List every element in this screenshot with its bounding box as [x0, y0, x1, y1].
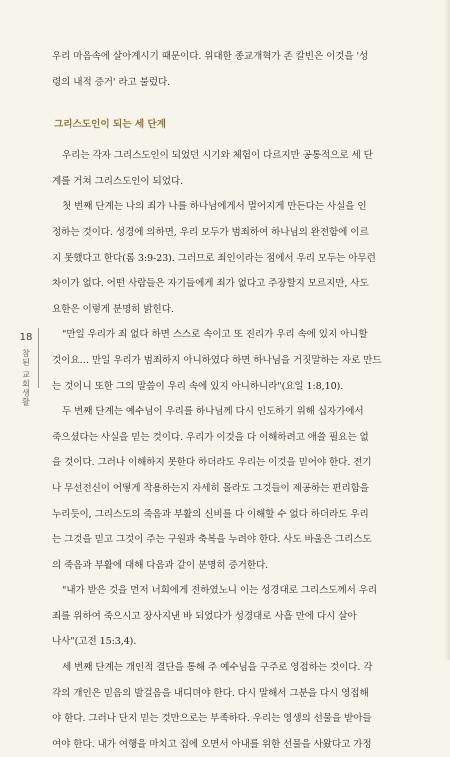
text-line: 우리 마음속에 살아계시기 때문이다. 위대한 종교개혁가 존 칼빈은 이것을 '성 — [52, 51, 369, 62]
text-line: "만일 우리가 죄 없다 하면 스스로 속이고 또 진리가 우리 속에 있지 아니할 — [62, 329, 368, 341]
text-line: 는 그것을 믿고 그것이 주는 구원과 축복을 누려야 한다. 사도 바울은 그리스도 — [52, 534, 372, 546]
paragraph-3-quote — [52, 322, 418, 399]
text-line: 것이요… 만일 우리가 범죄하지 아니하였다 하면 하나님을 거짓말하는 자로 만드 — [52, 354, 382, 366]
paragraph-2 — [52, 194, 418, 322]
text-line: 는 것이니 또한 그의 말씀이 우리 속에 있지 아니하니라"(요일 1:8,10). — [52, 380, 344, 392]
text-line: 나 무선전신이 어떻게 작용하는지 자세히 몰라도 그것들이 제공하는 편리함을 — [52, 482, 369, 494]
text-line: 나사"(고전 15:3,4). — [52, 636, 137, 648]
text-line: 계를 거쳐 그리스도인이 되었다. — [52, 175, 183, 187]
running-head: 참된 교회생활 — [21, 349, 31, 407]
page-number: 18 — [19, 332, 33, 343]
text-line: 차이가 없다. 어떤 사람들은 자기들에게 죄가 없다고 주장할지 모르지만, 사도 — [52, 278, 369, 290]
text-line: 을 것이다. 그러나 이해하지 못한다 하더라도 우리는 이것을 믿어야 한다. 전기 — [52, 457, 372, 469]
text-line: 야 한다. 그러나 단지 믿는 것만으로는 부족하다. 우리는 영생의 선물을 받아들 — [52, 713, 372, 725]
text-line: "내가 받은 것을 먼저 너희에게 전하였노니 이는 성경대로 그리스도께서 우리 — [62, 585, 378, 597]
paragraph-1 — [52, 143, 418, 194]
section-heading: 그리스도인이 되는 세 단계 — [54, 119, 166, 131]
margin-divider — [38, 328, 39, 388]
text-line: 지 못했다고 한다(롬 3:9-23). 그러므로 죄인이라는 점에서 우리 모두는 아무런 — [52, 252, 376, 264]
text-line: 첫 번째 단계는 나의 죄가 나를 하나님에게서 멀어지게 만든다는 사실을 인 — [62, 201, 367, 213]
text-line: 령의 내적 증거' 라고 불렀다. — [52, 76, 171, 88]
intro-paragraph — [52, 44, 418, 95]
text-line: 죽으셨다는 사실을 믿는 것이다. 우리가 이것을 다 이해하려고 애쓸 필요는 없 — [52, 431, 369, 443]
paragraph-4 — [52, 399, 418, 578]
text-line: 우리는 각자 그리스도인이 되었던 시기와 체험이 다르지만 공통적으로 세 단 — [62, 150, 373, 162]
text-line: 두 번째 단계는 예수님이 우리를 하나님께 다시 인도하기 위해 십자가에서 — [62, 406, 364, 418]
text-line: 누리듯이, 그리스도의 죽음과 부활의 신비를 다 이해할 수 없다 하더라도 우리 — [52, 508, 369, 520]
text-line: 여야 한다. 내가 여행을 마치고 집에 오면서 아내를 위한 선물을 사왔다고 가정 — [52, 738, 372, 750]
text-line: 의 죽음과 부활에 대해 다음과 같이 분명히 증거한다. — [52, 559, 269, 571]
body-text — [52, 44, 418, 757]
text-line: 세 번째 단계는 개인적 결단을 통해 주 예수님을 구주로 영접하는 것이다. 각 — [62, 662, 373, 674]
text-line: 죄를 위하여 죽으시고 장사지낸 바 되었다가 성경대로 사흘 만에 다시 살아 — [52, 610, 357, 622]
text-line: 각의 개인은 믿음의 발걸음을 내디뎌야 한다. 다시 말해서 그분을 다시 영접해 — [52, 687, 369, 699]
text-line: 정하는 것이다. 성경에 의하면, 우리 모두가 범죄하여 하나님의 완전함에 이르 — [52, 226, 369, 238]
text-line: 요한은 이렇게 분명히 밝힌다. — [52, 303, 174, 315]
paragraph-5-quote — [52, 578, 418, 655]
page-margin — [14, 332, 38, 407]
paragraph-6 — [52, 655, 418, 757]
page-edge-shadow — [444, 0, 450, 660]
